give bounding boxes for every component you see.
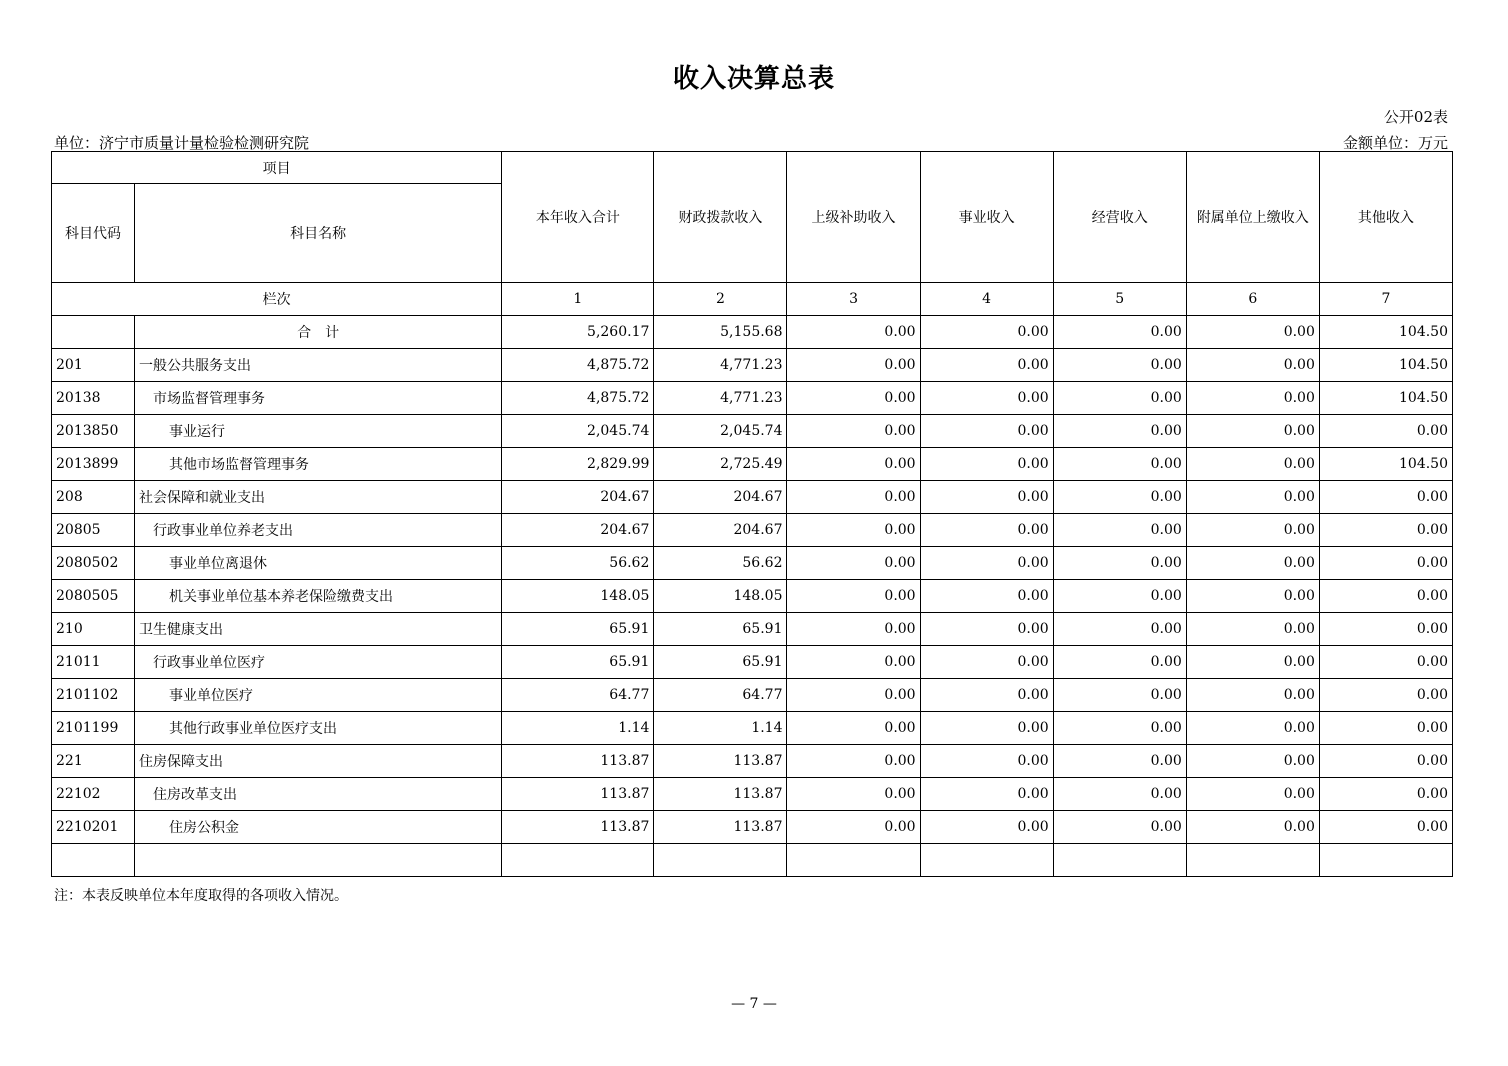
amount-cell: 0.00 bbox=[1053, 679, 1186, 712]
header-col-3: 上级补助收入 bbox=[787, 152, 920, 283]
table-row bbox=[52, 349, 1453, 382]
amount-cell: 64.77 bbox=[502, 679, 654, 712]
amount-cell: 0.00 bbox=[787, 679, 920, 712]
amount-cell: 0.00 bbox=[1319, 481, 1452, 514]
amount-cell: 113.87 bbox=[654, 811, 787, 844]
amount-cell: 65.91 bbox=[654, 646, 787, 679]
subject-name: 住房改革支出 bbox=[135, 778, 502, 811]
column-number: 6 bbox=[1186, 283, 1319, 316]
amount-cell: 0.00 bbox=[1319, 547, 1452, 580]
subject-name: 其他行政事业单位医疗支出 bbox=[135, 712, 502, 745]
empty-cell bbox=[787, 844, 920, 877]
form-number: 公开02表 bbox=[1383, 108, 1448, 126]
amount-cell: 0.00 bbox=[920, 514, 1053, 547]
amount-cell: 204.67 bbox=[502, 514, 654, 547]
table-row bbox=[52, 514, 1453, 547]
amount-cell: 0.00 bbox=[1053, 613, 1186, 646]
amount-cell: 65.91 bbox=[654, 613, 787, 646]
amount-cell: 0.00 bbox=[1319, 415, 1452, 448]
amount-cell: 0.00 bbox=[787, 580, 920, 613]
table-row bbox=[52, 778, 1453, 811]
subject-code: 2080505 bbox=[52, 580, 135, 613]
amount-cell: 4,771.23 bbox=[654, 382, 787, 415]
amount-cell: 56.62 bbox=[654, 547, 787, 580]
amount-cell: 0.00 bbox=[1186, 481, 1319, 514]
total-value: 0.00 bbox=[787, 316, 920, 349]
amount-cell: 2,045.74 bbox=[502, 415, 654, 448]
amount-cell: 0.00 bbox=[920, 580, 1053, 613]
unit-label: 单位：济宁市质量计量检验检测研究院 bbox=[54, 134, 310, 152]
amount-cell: 0.00 bbox=[1319, 580, 1452, 613]
amount-cell: 0.00 bbox=[787, 514, 920, 547]
amount-cell: 0.00 bbox=[1319, 712, 1452, 745]
table-row bbox=[52, 613, 1453, 646]
amount-cell: 0.00 bbox=[1319, 613, 1452, 646]
amount-cell: 0.00 bbox=[787, 349, 920, 382]
column-number: 1 bbox=[502, 283, 654, 316]
table-row bbox=[52, 745, 1453, 778]
amount-cell: 148.05 bbox=[502, 580, 654, 613]
total-code-cell bbox=[52, 316, 135, 349]
amount-cell: 113.87 bbox=[502, 745, 654, 778]
subject-code: 2013899 bbox=[52, 448, 135, 481]
table-row bbox=[52, 481, 1453, 514]
empty-cell bbox=[502, 844, 654, 877]
amount-cell: 113.87 bbox=[654, 745, 787, 778]
subject-name: 社会保障和就业支出 bbox=[135, 481, 502, 514]
table-row bbox=[52, 811, 1453, 844]
amount-cell: 0.00 bbox=[1186, 745, 1319, 778]
subject-name: 住房保障支出 bbox=[135, 745, 502, 778]
amount-cell: 0.00 bbox=[1053, 382, 1186, 415]
amount-cell: 4,771.23 bbox=[654, 349, 787, 382]
amount-cell: 0.00 bbox=[920, 448, 1053, 481]
header-col-6: 附属单位上缴收入 bbox=[1186, 152, 1319, 283]
total-value: 0.00 bbox=[920, 316, 1053, 349]
subject-name: 行政事业单位养老支出 bbox=[135, 514, 502, 547]
amount-cell: 65.91 bbox=[502, 646, 654, 679]
amount-cell: 0.00 bbox=[787, 712, 920, 745]
amount-cell: 104.50 bbox=[1319, 448, 1452, 481]
amount-cell: 0.00 bbox=[920, 811, 1053, 844]
amount-cell: 0.00 bbox=[787, 745, 920, 778]
amount-cell: 0.00 bbox=[920, 349, 1053, 382]
empty-cell bbox=[52, 844, 135, 877]
header-col-2: 财政拨款收入 bbox=[654, 152, 787, 283]
amount-cell: 0.00 bbox=[787, 415, 920, 448]
empty-cell bbox=[1053, 844, 1186, 877]
amount-cell: 0.00 bbox=[1053, 415, 1186, 448]
amount-cell: 0.00 bbox=[1053, 481, 1186, 514]
amount-cell: 0.00 bbox=[1319, 679, 1452, 712]
amount-cell: 0.00 bbox=[920, 415, 1053, 448]
subject-code: 208 bbox=[52, 481, 135, 514]
header-col-5: 经营收入 bbox=[1053, 152, 1186, 283]
amount-cell: 2,725.49 bbox=[654, 448, 787, 481]
amount-cell: 0.00 bbox=[1053, 349, 1186, 382]
page-title: 收入决算总表 bbox=[672, 64, 835, 94]
amount-cell: 148.05 bbox=[654, 580, 787, 613]
amount-cell: 0.00 bbox=[1319, 646, 1452, 679]
amount-cell: 0.00 bbox=[920, 712, 1053, 745]
amount-cell: 0.00 bbox=[1186, 811, 1319, 844]
amount-cell: 0.00 bbox=[1053, 448, 1186, 481]
subject-code: 201 bbox=[52, 349, 135, 382]
amount-cell: 0.00 bbox=[1186, 349, 1319, 382]
amount-cell: 204.67 bbox=[502, 481, 654, 514]
amount-cell: 0.00 bbox=[920, 481, 1053, 514]
header-item: 项目 bbox=[52, 152, 502, 184]
total-value: 104.50 bbox=[1319, 316, 1452, 349]
amount-cell: 0.00 bbox=[920, 745, 1053, 778]
amount-cell: 0.00 bbox=[1053, 514, 1186, 547]
amount-cell: 0.00 bbox=[1186, 547, 1319, 580]
amount-cell: 1.14 bbox=[654, 712, 787, 745]
total-label: 合 计 bbox=[135, 316, 502, 349]
amount-cell: 104.50 bbox=[1319, 349, 1452, 382]
subject-code: 22102 bbox=[52, 778, 135, 811]
amount-cell: 113.87 bbox=[502, 811, 654, 844]
amount-cell: 0.00 bbox=[1186, 646, 1319, 679]
page-number: — 7 — bbox=[731, 996, 777, 1012]
amount-cell: 0.00 bbox=[787, 778, 920, 811]
amount-cell: 0.00 bbox=[1053, 580, 1186, 613]
empty-cell bbox=[920, 844, 1053, 877]
amount-cell: 0.00 bbox=[787, 613, 920, 646]
amount-cell: 0.00 bbox=[1053, 811, 1186, 844]
column-number-row bbox=[52, 283, 1453, 316]
subject-name: 住房公积金 bbox=[135, 811, 502, 844]
amount-cell: 0.00 bbox=[1186, 580, 1319, 613]
amount-cell: 1.14 bbox=[502, 712, 654, 745]
amount-cell: 0.00 bbox=[787, 448, 920, 481]
amount-cell: 104.50 bbox=[1319, 382, 1452, 415]
subject-code: 210 bbox=[52, 613, 135, 646]
column-number: 7 bbox=[1319, 283, 1452, 316]
amount-cell: 0.00 bbox=[1053, 745, 1186, 778]
amount-cell: 64.77 bbox=[654, 679, 787, 712]
total-row bbox=[52, 316, 1453, 349]
amount-cell: 0.00 bbox=[1053, 646, 1186, 679]
subject-code: 2101199 bbox=[52, 712, 135, 745]
table-row bbox=[52, 646, 1453, 679]
header-name: 科目名称 bbox=[135, 184, 502, 283]
subject-name: 一般公共服务支出 bbox=[135, 349, 502, 382]
empty-cell bbox=[135, 844, 502, 877]
header-col-4: 事业收入 bbox=[920, 152, 1053, 283]
amount-cell: 0.00 bbox=[920, 778, 1053, 811]
subject-name: 其他市场监督管理事务 bbox=[135, 448, 502, 481]
column-number: 5 bbox=[1053, 283, 1186, 316]
total-value: 0.00 bbox=[1186, 316, 1319, 349]
amount-cell: 0.00 bbox=[1186, 778, 1319, 811]
table-row bbox=[52, 547, 1453, 580]
amount-cell: 0.00 bbox=[1186, 415, 1319, 448]
table-row bbox=[52, 580, 1453, 613]
subject-code: 2080502 bbox=[52, 547, 135, 580]
subject-name: 事业运行 bbox=[135, 415, 502, 448]
empty-cell bbox=[654, 844, 787, 877]
amount-cell: 65.91 bbox=[502, 613, 654, 646]
header-col-7: 其他收入 bbox=[1319, 152, 1452, 283]
subject-code: 2210201 bbox=[52, 811, 135, 844]
amount-cell: 0.00 bbox=[1053, 778, 1186, 811]
amount-cell: 0.00 bbox=[1319, 811, 1452, 844]
subject-code: 21011 bbox=[52, 646, 135, 679]
amount-cell: 0.00 bbox=[1319, 745, 1452, 778]
subject-name: 事业单位医疗 bbox=[135, 679, 502, 712]
column-row-label: 栏次 bbox=[52, 283, 502, 316]
empty-cell bbox=[1319, 844, 1452, 877]
amount-cell: 0.00 bbox=[920, 613, 1053, 646]
subject-name: 机关事业单位基本养老保险缴费支出 bbox=[135, 580, 502, 613]
amount-cell: 0.00 bbox=[1319, 514, 1452, 547]
subject-code: 221 bbox=[52, 745, 135, 778]
amount-cell: 113.87 bbox=[502, 778, 654, 811]
amount-cell: 0.00 bbox=[1186, 679, 1319, 712]
amount-cell: 0.00 bbox=[787, 547, 920, 580]
subject-code: 2101102 bbox=[52, 679, 135, 712]
amount-cell: 0.00 bbox=[1053, 712, 1186, 745]
amount-cell: 0.00 bbox=[787, 646, 920, 679]
income-table bbox=[51, 151, 1453, 877]
header-row-1 bbox=[52, 152, 1453, 184]
column-number: 3 bbox=[787, 283, 920, 316]
total-value: 0.00 bbox=[1053, 316, 1186, 349]
amount-cell: 4,875.72 bbox=[502, 382, 654, 415]
amount-cell: 0.00 bbox=[787, 382, 920, 415]
subject-code: 20805 bbox=[52, 514, 135, 547]
footnote: 注：本表反映单位本年度取得的各项收入情况。 bbox=[54, 888, 348, 904]
amount-cell: 0.00 bbox=[1186, 448, 1319, 481]
amount-cell: 0.00 bbox=[1186, 382, 1319, 415]
table-row bbox=[52, 448, 1453, 481]
amount-cell: 0.00 bbox=[1186, 514, 1319, 547]
amount-cell: 0.00 bbox=[787, 811, 920, 844]
amount-cell: 0.00 bbox=[920, 646, 1053, 679]
table-row bbox=[52, 712, 1453, 745]
money-unit-label: 金额单位：万元 bbox=[1342, 134, 1448, 152]
subject-name: 行政事业单位医疗 bbox=[135, 646, 502, 679]
table-row bbox=[52, 679, 1453, 712]
subject-code: 2013850 bbox=[52, 415, 135, 448]
subject-code: 20138 bbox=[52, 382, 135, 415]
amount-cell: 4,875.72 bbox=[502, 349, 654, 382]
amount-cell: 0.00 bbox=[1319, 778, 1452, 811]
column-number: 4 bbox=[920, 283, 1053, 316]
total-value: 5,155.68 bbox=[654, 316, 787, 349]
header-col-1: 本年收入合计 bbox=[502, 152, 654, 283]
amount-cell: 0.00 bbox=[920, 547, 1053, 580]
amount-cell: 0.00 bbox=[787, 481, 920, 514]
amount-cell: 0.00 bbox=[920, 679, 1053, 712]
amount-cell: 204.67 bbox=[654, 481, 787, 514]
table-row bbox=[52, 415, 1453, 448]
amount-cell: 0.00 bbox=[920, 382, 1053, 415]
subject-name: 卫生健康支出 bbox=[135, 613, 502, 646]
empty-row bbox=[52, 844, 1453, 877]
amount-cell: 2,045.74 bbox=[654, 415, 787, 448]
amount-cell: 0.00 bbox=[1186, 712, 1319, 745]
column-number: 2 bbox=[654, 283, 787, 316]
amount-cell: 113.87 bbox=[654, 778, 787, 811]
subject-name: 市场监督管理事务 bbox=[135, 382, 502, 415]
subject-name: 事业单位离退休 bbox=[135, 547, 502, 580]
amount-cell: 0.00 bbox=[1186, 613, 1319, 646]
header-code: 科目代码 bbox=[52, 184, 135, 283]
amount-cell: 204.67 bbox=[654, 514, 787, 547]
amount-cell: 2,829.99 bbox=[502, 448, 654, 481]
table-row bbox=[52, 382, 1453, 415]
amount-cell: 56.62 bbox=[502, 547, 654, 580]
empty-cell bbox=[1186, 844, 1319, 877]
amount-cell: 0.00 bbox=[1053, 547, 1186, 580]
total-value: 5,260.17 bbox=[502, 316, 654, 349]
